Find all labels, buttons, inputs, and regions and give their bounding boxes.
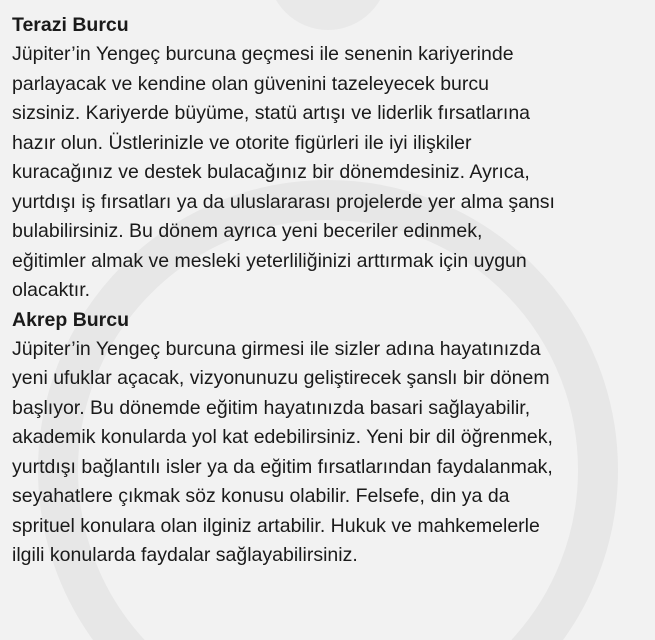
section-paragraph xyxy=(12,40,648,306)
paragraph-line: yeni ufuklar açacak, vizyonunuzu geliştirecek şanslı bir dönem xyxy=(12,367,550,389)
section-title: Terazi Burcu xyxy=(12,14,129,36)
section-title: Akrep Burcu xyxy=(12,308,130,331)
paragraph-line: eğitimler almak ve mesleki yeterliliğinizi arttırmak için uygun xyxy=(12,249,527,272)
document-body xyxy=(12,11,648,571)
section-paragraph xyxy=(12,335,648,571)
paragraph-line: kuracağınız ve destek bulacağınız bir dönemdesiniz. Ayrıca, xyxy=(12,161,530,183)
section-akrep xyxy=(12,306,648,571)
paragraph-line: parlayacak ve kendine olan güvenini tazeleyecek burcu xyxy=(12,72,489,95)
paragraph-line: Jüpiter’in Yengeç burcuna geçmesi ile senenin kariyerinde xyxy=(12,43,514,65)
paragraph-line: ilgili konularda faydalar sağlayabilirsiniz. xyxy=(12,544,358,566)
paragraph-line: olacaktır. xyxy=(12,279,91,301)
paragraph-line: hazır olun. Üstlerinizle ve otorite figürleri ile iyi ilişkiler xyxy=(12,131,472,154)
paragraph-line: akademik konularda yol kat edebilirsiniz. Yeni bir dil öğrenmek, xyxy=(12,426,553,448)
paragraph-line: yurtdışı iş fırsatları ya da uluslararası projelerde yer alma şansı xyxy=(12,190,555,213)
paragraph-line: seyahatlere çıkmak söz konusu olabilir. Felsefe, din ya da xyxy=(12,485,510,507)
paragraph-line: bulabilirsiniz. Bu dönem ayrıca yeni beceriler edinmek, xyxy=(12,220,483,242)
paragraph-line: sizsiniz. Kariyerde büyüme, statü artışı ve liderlik fırsatlarına xyxy=(12,102,531,124)
paragraph-line: Jüpiter’in Yengeç burcuna girmesi ile sizler adına hayatınızda xyxy=(12,337,541,360)
paragraph-line: başlıyor. Bu dönemde eğitim hayatınızda basari sağlayabilir, xyxy=(12,396,531,419)
paragraph-line: yurtdışı bağlantılı isler ya da eğitim fırsatlarından faydalanmak, xyxy=(12,455,553,478)
section-terazi xyxy=(12,11,648,306)
paragraph-line: sprituel konulara olan ilginiz artabilir. Hukuk ve mahkemelerle xyxy=(12,514,540,537)
